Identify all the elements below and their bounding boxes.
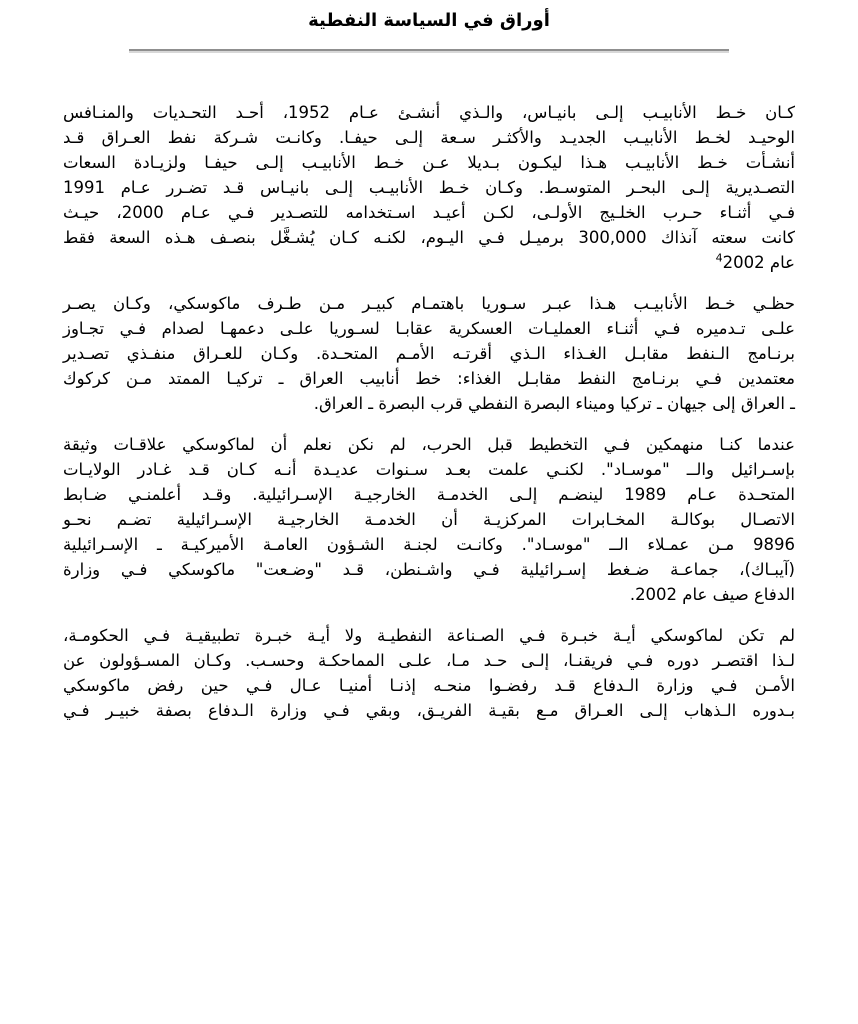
document-body [63,100,795,723]
text-line: (آيبـاك)، جماعـة ضـغط إسـرائيلية فـي واشـنطن، قـد "وضـعت" ماكوسكي فـي وزارة [63,560,795,579]
paragraph [63,291,795,416]
text-line: 9896 مـن عمـلاء الــ "موسـاد". وكانـت لجنـة الشـؤون العامـة الأميركيـة ـ الإسـرائيلية [63,535,795,554]
text-line: الدفاع صيف عام 2002. [629,585,795,604]
text-line: حظـي خـط الأنابيـب هـذا عبـر سـوريا باهتمـام كبيـر مـن طـرف ماكوسكي، وكـان يصـر [63,294,795,313]
text-line: كانت سعته آنذاك 300,000 برميـل فـي اليـوم، لكنـه كـان يُشـغَّل بنصـف هـذه السعة فقط [63,228,795,247]
text-line: بـدوره الـذهاب إلـى العـراق مـع بقيـة الفريـق، وبقي فـي وزارة الـدفاع بصفة خبيـر فـي [63,701,795,720]
text-line: أنشـأت خـط الأنابيـب هـذا ليكـون بـديلا عـن خـط الأنابيـب إلـى حيفـا ولزيـادة السعات [63,153,795,172]
paragraph [63,100,795,275]
paragraph [63,432,795,607]
footnote-marker: 4 [715,251,723,265]
text-line: لـذا اقتصـر دوره فـي فريقنـا، إلـى حـد مـا، علـى المماحكـة وحسـب. وكـان المسـؤولون عن [63,651,795,670]
text-line: المتحـدة عـام 1989 لينضـم إلـى الخدمـة الخارجيـة الإسـرائيلية. وقـد أعلمنـي ضـابط [63,485,795,504]
horizontal-rule [129,49,729,51]
paragraph [63,623,795,723]
page-title: أوراق في السياسة النفطية [308,10,550,31]
text-line: ـ العراق إلى جيهان ـ تركيا وميناء البصرة النفطي قرب البصرة ـ العراق. [313,394,795,413]
text-line: الأمـن فـي وزارة الـدفاع قـد رفضـوا منحـه إذنـا أمنيـا عـال فـي حين رفض ماكوسكي [63,676,795,695]
text-line: برنـامج الـنفط مقابـل الغـذاء الـذي أقرتـه الأمـم المتحـدة. وكـان للعـراق منفـذي تصـدير [63,344,795,363]
text-line: علـى تـدميره فـي أثنـاء العمليـات العسكرية عقابـا لسـوريا علـى دعمهـا لصدام فـي تجـاوز [63,319,795,338]
text-line: التصـديرية إلـى البحـر المتوسـط. وكـان خـط الأنابيـب إلـى بانيـاس قـد تضـرر عـام 1991 [63,178,795,197]
text-line: معتمدين فـي برنـامج النفط مقابـل الغذاء: خط أنابيب العراق ـ تركيـا الممتد مـن كركوك [63,369,795,388]
text-line: بإسـرائيل والــ "موسـاد". لكنـي علمت بعـد سـنوات عديـدة أنـه كـان قـد غـادر الولايـات [63,460,795,479]
text-line: كـان خـط الأنابيـب إلـى بانيـاس، والـذي أنشـئ عـام 1952، أحـد التحـديات والمنـافس [63,103,795,122]
text-line: عام 2002$^4$ [715,251,795,272]
text-line: الوحيـد لخـط الأنابيـب الجديـد والأكثـر سـعة إلـى حيفـا. وكانـت شـركة نفط العـراق قـد [63,128,795,147]
text-line: الاتصـال بوكالـة المخـابرات المركزيـة أن الخدمـة الخارجيـة الإسـرائيلية تضـم نحـو [63,510,795,529]
text-line: لم تكن لماكوسكي أيـة خبـرة فـي الصـناعة النفطيـة ولا أيـة خبـرة تطبيقيـة فـي الحكومـة، [63,626,795,645]
text-line: عندما كنـا منهمكين فـي التخطيط قبل الحرب، لم نكن نعلم أن لماكوسكي علاقـات وثيقة [63,435,795,454]
text-line: فـي أثنـاء حـرب الخلـيج الأولـى، لكـن أعيـد اسـتخدامه للتصـدير فـي عـام 2000، حيـث [63,203,795,222]
